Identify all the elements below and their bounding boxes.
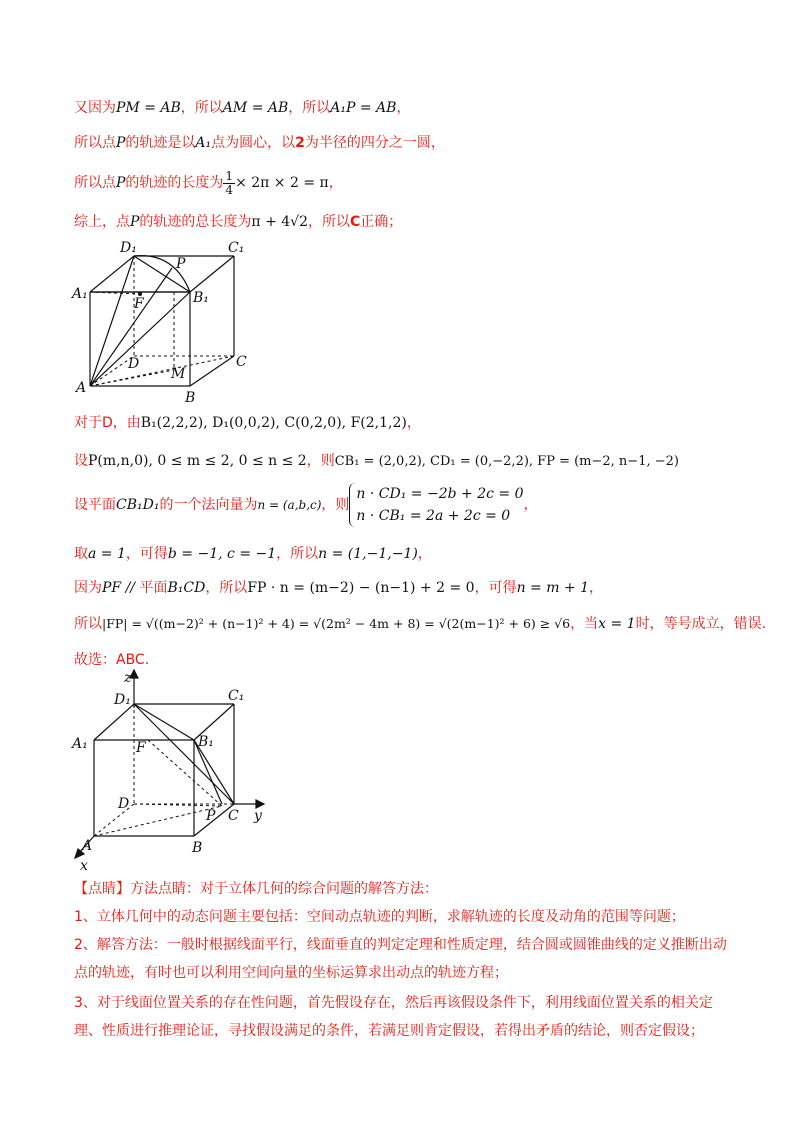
cube-figure-2: [66, 668, 276, 874]
text-span: ，所以: [308, 214, 350, 230]
label-b1: B₁: [193, 290, 209, 306]
text-span: 1、立体几何中的动态问题主要包括：空间动点轨迹的判断，求解轨迹的长度及动角的范围等问题；: [74, 909, 685, 925]
text-line-10: [74, 614, 766, 634]
note-item-3: [74, 989, 734, 1045]
text-span: C: [350, 214, 361, 230]
text-span: D: [102, 415, 113, 431]
math-expr: n = (1,−1,−1): [318, 546, 418, 562]
text-span: 的轨迹是以: [125, 135, 196, 151]
label-f: F: [136, 740, 146, 756]
math-expr: AM = AB: [222, 100, 289, 116]
label-m: M: [171, 366, 186, 382]
math-expr: P(m,n,0), 0 ≤ m ≤ 2, 0 ≤ n ≤ 2: [88, 453, 307, 469]
math-expr: PM = AB: [116, 100, 181, 116]
text-span: 正确；: [360, 214, 403, 230]
text-line-1: [74, 98, 410, 118]
text-span: 的轨迹的总长度为: [139, 214, 252, 230]
label-axis-z: z: [124, 670, 132, 686]
label-p: P: [206, 808, 216, 824]
math-expr: A₁P = AB: [330, 100, 397, 116]
text-span: 时，等号成立，错误.: [635, 616, 767, 632]
text-line-6: [74, 451, 679, 472]
text-span: ，: [328, 175, 343, 191]
text-span: ，: [417, 546, 432, 562]
text-span: 取: [74, 546, 88, 562]
label-c: C: [228, 808, 239, 824]
math-expr: π + 4√2: [251, 214, 308, 230]
math-expr: B₁CD: [167, 580, 206, 596]
text-span: ，则: [321, 497, 350, 513]
label-d: D: [128, 356, 140, 372]
text-line-8: [74, 544, 432, 564]
note-heading: [74, 875, 734, 903]
text-line-7: [74, 480, 538, 530]
label-a: A: [82, 838, 93, 854]
text-line-3: [74, 168, 343, 198]
math-expr: × 2π × 2 = π: [235, 175, 329, 191]
note-item-1: [74, 903, 734, 931]
math-expr: x = 1: [598, 616, 636, 632]
text-line-11: [74, 650, 149, 670]
text-span: 点为圆心，以: [211, 135, 296, 151]
text-span: ，: [396, 100, 411, 116]
equation-system: [349, 483, 523, 527]
label-a: A: [76, 380, 87, 396]
text-span: ，所以: [276, 546, 319, 562]
text-span: ，所以: [288, 100, 331, 116]
math-expr: FP · n = (m−2) − (n−1) + 2 = 0: [247, 580, 475, 596]
text-span: 设: [74, 453, 88, 469]
label-b: B: [192, 840, 203, 856]
label-c: C: [236, 354, 247, 370]
text-span: 因为: [74, 580, 102, 596]
math-expr: b = −1, c = −1: [167, 546, 277, 562]
math-expr: PF //: [102, 580, 140, 596]
text-span: 所以: [74, 616, 102, 632]
text-line-5: [74, 413, 421, 433]
math-expr: |FP| = √((m−2)² + (n−1)² + 4) = √(2m² − 4m + 8) = √(2(m−1)² + 6) ≥ √6: [102, 616, 571, 631]
text-span: 的轨迹的长度为: [125, 175, 224, 191]
label-axis-y: y: [254, 808, 262, 824]
text-span: 所以点: [74, 135, 116, 151]
fraction-denominator: 4: [225, 182, 234, 197]
fraction: [223, 170, 235, 197]
label-c1: C₁: [228, 688, 245, 704]
label-d1: D₁: [120, 240, 137, 256]
math-expr: P: [116, 135, 126, 151]
text-span: 2、解答方法：一般时根据线面平行，线面垂直的判定定理和性质定理，结合圆或圆锥曲线的定义推断出动点的轨迹，有时也可以利用空间向量的坐标运算求出动点的轨迹方程；: [74, 937, 727, 981]
fraction-numerator: 1: [225, 168, 234, 183]
text-span: 又因为: [74, 100, 116, 116]
note-item-2: [74, 931, 734, 987]
text-span: 为半径的四分之一圆，: [304, 135, 445, 151]
text-span: 平面: [139, 580, 168, 596]
text-span: ，可得: [125, 546, 168, 562]
text-span: ，: [523, 497, 538, 513]
text-span: 的一个法向量为: [159, 497, 258, 513]
math-expr: n = (a,b,c): [257, 498, 322, 512]
text-span: ，可得: [474, 580, 517, 596]
text-span: ，: [589, 580, 604, 596]
text-span: ，所以: [205, 580, 248, 596]
math-expr: CB₁ = (2,0,2), CD₁ = (0,−2,2), FP = (m−2, n−1, −2): [334, 454, 679, 469]
text-span: 3、对于线面位置关系的存在性问题，首先假设存在，然后再该假设条件下，利用线面位置关系的相关定理、性质进行推理论证，寻找假设满足的条件，若满足则肯定假设，若得出矛盾的结论，则否定假设；: [74, 995, 713, 1039]
equation-1: n · CD₁ = −2b + 2c = 0: [356, 486, 524, 502]
label-b: B: [185, 390, 196, 406]
text-line-4: [74, 212, 402, 232]
text-span: ，: [406, 415, 421, 431]
equation-2: n · CB₁ = 2a + 2c = 0: [356, 508, 511, 524]
math-expr: A₁: [195, 135, 212, 151]
text-span: ，当: [570, 616, 599, 632]
text-span: 设平面: [74, 497, 116, 513]
label-d1: D₁: [114, 692, 131, 708]
label-p: P: [176, 256, 186, 272]
text-span: ，由: [112, 415, 141, 431]
label-a1: A₁: [72, 736, 88, 752]
label-b1: B₁: [198, 734, 214, 750]
label-a1: A₁: [72, 286, 88, 302]
text-span: ，则: [306, 453, 335, 469]
label-d: D: [118, 796, 130, 812]
math-expr: a = 1: [88, 546, 126, 562]
math-expr: P: [130, 214, 140, 230]
label-axis-x: x: [80, 858, 88, 874]
math-expr: B₁(2,2,2), D₁(0,0,2), C(0,2,0), F(2,1,2): [140, 415, 407, 431]
text-span: 故选：ABC.: [74, 652, 150, 668]
math-expr: n = m + 1: [516, 580, 590, 596]
cube-figure-1: [70, 236, 260, 408]
math-expr: CB₁D₁: [116, 497, 160, 513]
text-span: 2: [295, 135, 305, 151]
text-line-2: [74, 133, 445, 153]
text-span: ，所以: [180, 100, 223, 116]
text-span: 所以点: [74, 175, 116, 191]
text-span: 对于: [74, 415, 102, 431]
math-expr: P: [116, 175, 126, 191]
label-f: F: [134, 296, 144, 312]
label-c1: C₁: [228, 240, 245, 256]
text-span: 综上，点: [74, 214, 130, 230]
text-line-9: [74, 578, 603, 598]
text-span: 【点睛】方法点睛：对于立体几何的综合问题的解答方法：: [74, 881, 438, 897]
